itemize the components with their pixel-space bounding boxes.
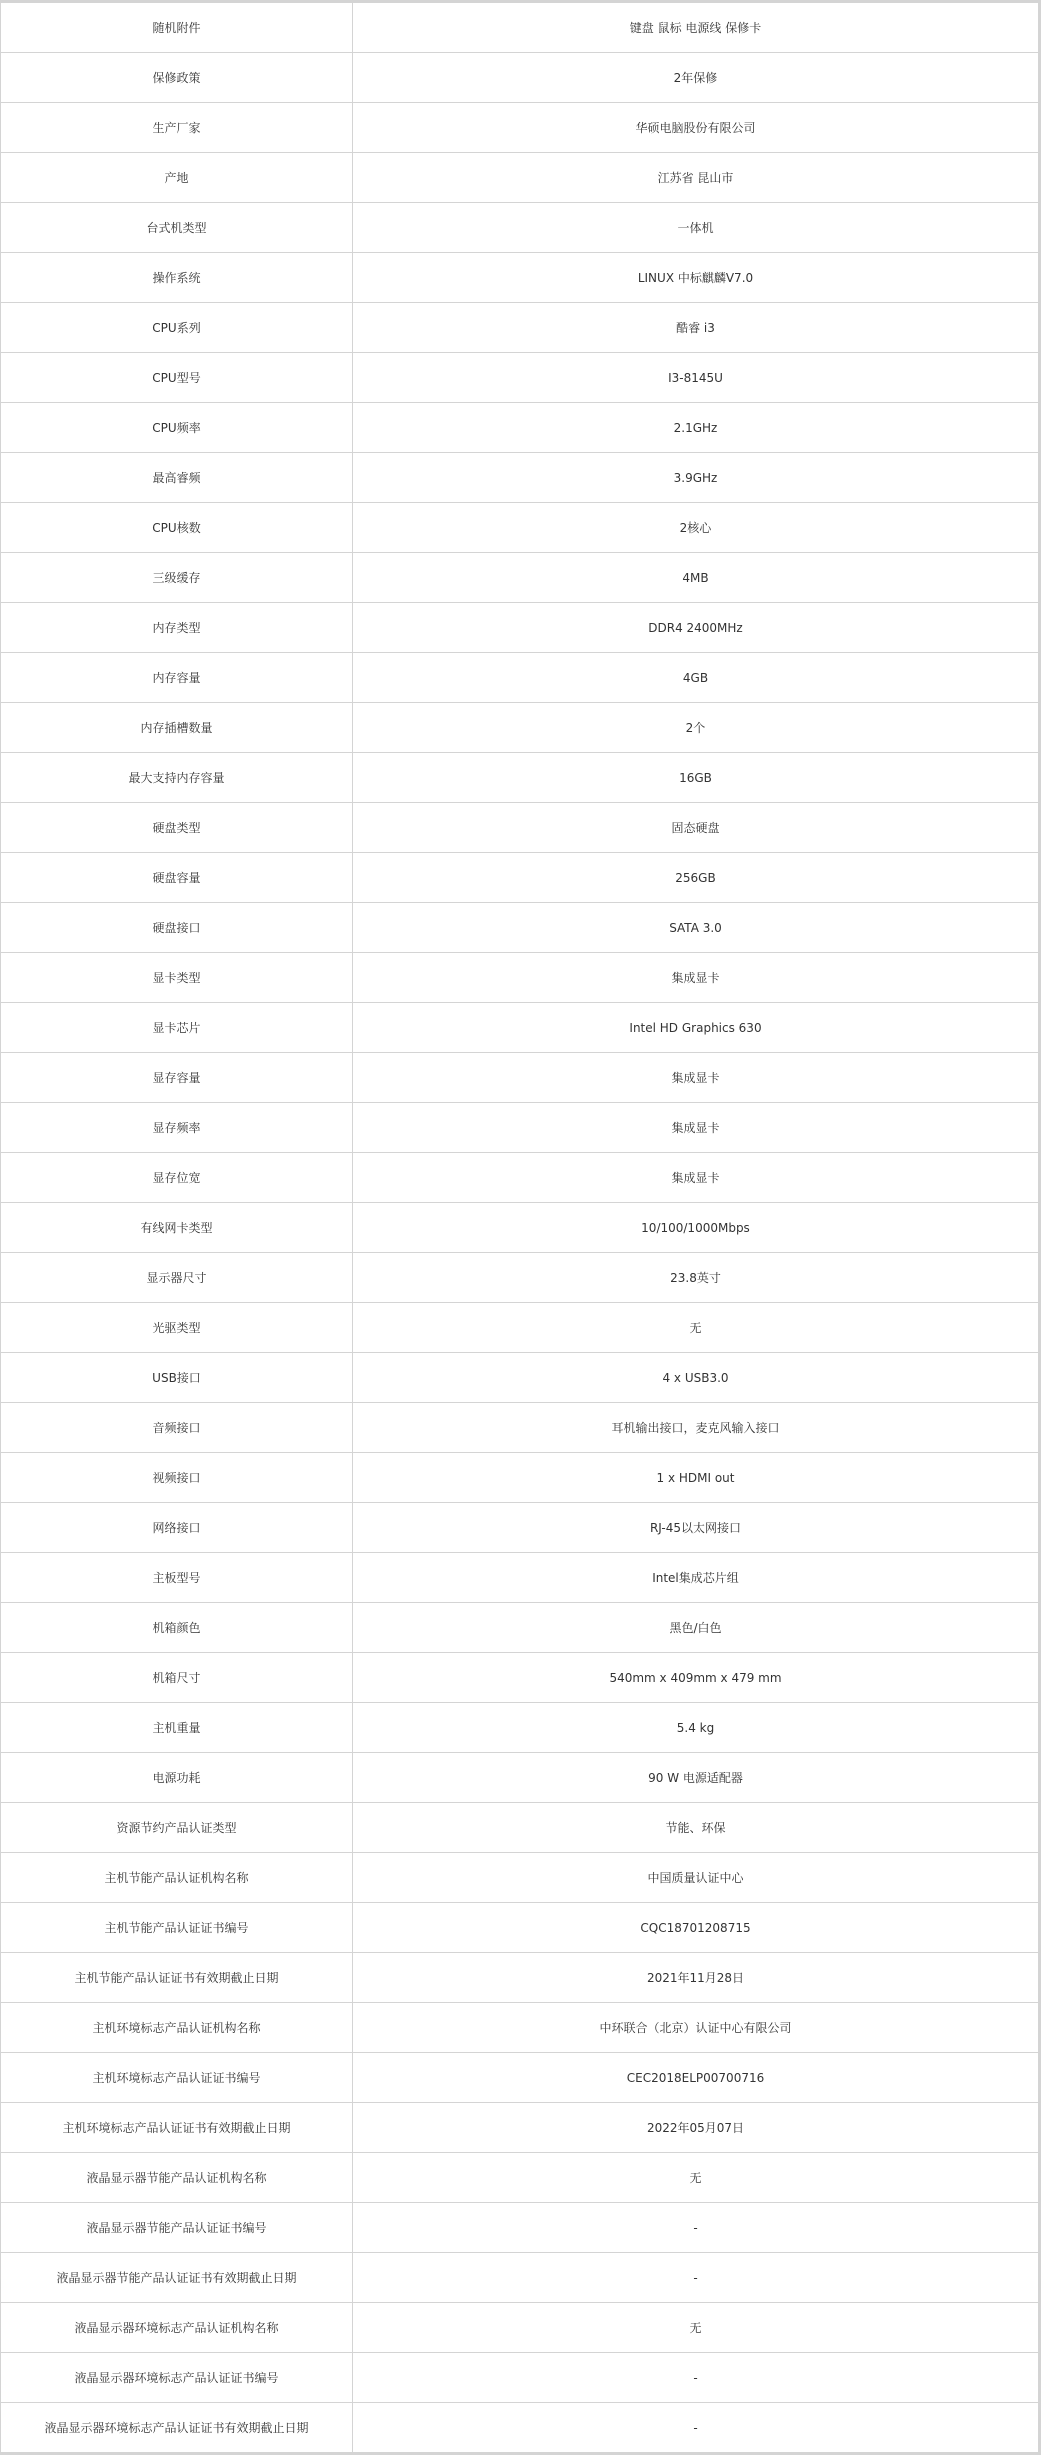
table-row xyxy=(1,853,1040,903)
spec-label: 显存位宽 xyxy=(1,1153,353,1203)
spec-value: 540mm x 409mm x 479 mm xyxy=(353,1653,1040,1703)
spec-value: Intel HD Graphics 630 xyxy=(353,1003,1040,1053)
spec-value: 中环联合（北京）认证中心有限公司 xyxy=(353,2003,1040,2053)
spec-value: 固态硬盘 xyxy=(353,803,1040,853)
spec-value: Intel集成芯片组 xyxy=(353,1553,1040,1603)
spec-value: 无 xyxy=(353,1303,1040,1353)
spec-table-body xyxy=(1,2,1040,2454)
spec-value: 4 x USB3.0 xyxy=(353,1353,1040,1403)
spec-value: CQC18701208715 xyxy=(353,1903,1040,1953)
table-row xyxy=(1,253,1040,303)
spec-value: 中国质量认证中心 xyxy=(353,1853,1040,1903)
table-row xyxy=(1,1553,1040,1603)
spec-label: 主机环境标志产品认证证书编号 xyxy=(1,2053,353,2103)
table-row xyxy=(1,2103,1040,2153)
spec-label: 液晶显示器节能产品认证证书有效期截止日期 xyxy=(1,2253,353,2303)
table-row xyxy=(1,1253,1040,1303)
table-row xyxy=(1,353,1040,403)
table-row xyxy=(1,1303,1040,1353)
spec-value: LINUX 中标麒麟V7.0 xyxy=(353,253,1040,303)
spec-label: 主机节能产品认证机构名称 xyxy=(1,1853,353,1903)
spec-value: 256GB xyxy=(353,853,1040,903)
table-row xyxy=(1,1403,1040,1453)
spec-value: 2.1GHz xyxy=(353,403,1040,453)
spec-label: CPU型号 xyxy=(1,353,353,403)
spec-label: 内存容量 xyxy=(1,653,353,703)
table-row xyxy=(1,2353,1040,2403)
spec-value: 江苏省 昆山市 xyxy=(353,153,1040,203)
spec-value: 16GB xyxy=(353,753,1040,803)
spec-value: - xyxy=(353,2403,1040,2454)
table-row xyxy=(1,1203,1040,1253)
spec-label: 保修政策 xyxy=(1,53,353,103)
spec-value: - xyxy=(353,2353,1040,2403)
spec-value: 键盘 鼠标 电源线 保修卡 xyxy=(353,2,1040,53)
table-row xyxy=(1,553,1040,603)
table-row xyxy=(1,1903,1040,1953)
spec-label: 音频接口 xyxy=(1,1403,353,1453)
spec-label: 液晶显示器环境标志产品认证证书有效期截止日期 xyxy=(1,2403,353,2454)
table-row xyxy=(1,1753,1040,1803)
table-row xyxy=(1,803,1040,853)
table-row xyxy=(1,1803,1040,1853)
table-row xyxy=(1,1503,1040,1553)
spec-value: 酷睿 i3 xyxy=(353,303,1040,353)
table-row xyxy=(1,953,1040,1003)
spec-label: 网络接口 xyxy=(1,1503,353,1553)
spec-value: 华硕电脑股份有限公司 xyxy=(353,103,1040,153)
spec-label: 资源节约产品认证类型 xyxy=(1,1803,353,1853)
spec-value: 集成显卡 xyxy=(353,1153,1040,1203)
spec-label: CPU系列 xyxy=(1,303,353,353)
spec-value: 10/100/1000Mbps xyxy=(353,1203,1040,1253)
spec-value: 耳机输出接口，麦克风输入接口 xyxy=(353,1403,1040,1453)
table-row xyxy=(1,1703,1040,1753)
spec-value: SATA 3.0 xyxy=(353,903,1040,953)
spec-value: 黑色/白色 xyxy=(353,1603,1040,1653)
spec-value: 5.4 kg xyxy=(353,1703,1040,1753)
spec-value: 3.9GHz xyxy=(353,453,1040,503)
spec-label: 三级缓存 xyxy=(1,553,353,603)
spec-label: 光驱类型 xyxy=(1,1303,353,1353)
spec-label: CPU核数 xyxy=(1,503,353,553)
spec-label: 主机节能产品认证证书编号 xyxy=(1,1903,353,1953)
spec-label: 机箱颜色 xyxy=(1,1603,353,1653)
spec-label: 硬盘接口 xyxy=(1,903,353,953)
spec-label: 硬盘容量 xyxy=(1,853,353,903)
spec-label: 主机环境标志产品认证证书有效期截止日期 xyxy=(1,2103,353,2153)
spec-label: 显卡芯片 xyxy=(1,1003,353,1053)
spec-value: 一体机 xyxy=(353,203,1040,253)
spec-value: 4GB xyxy=(353,653,1040,703)
table-row xyxy=(1,2253,1040,2303)
spec-label: 液晶显示器环境标志产品认证证书编号 xyxy=(1,2353,353,2403)
table-row xyxy=(1,1353,1040,1403)
table-row xyxy=(1,603,1040,653)
spec-label: 主机环境标志产品认证机构名称 xyxy=(1,2003,353,2053)
spec-label: 硬盘类型 xyxy=(1,803,353,853)
table-row xyxy=(1,53,1040,103)
spec-label: 主机节能产品认证证书有效期截止日期 xyxy=(1,1953,353,2003)
table-row xyxy=(1,703,1040,753)
spec-value: 集成显卡 xyxy=(353,953,1040,1003)
spec-value: 23.8英寸 xyxy=(353,1253,1040,1303)
table-row xyxy=(1,1453,1040,1503)
spec-value: 2核心 xyxy=(353,503,1040,553)
table-row xyxy=(1,2303,1040,2353)
table-row xyxy=(1,753,1040,803)
spec-label: 随机附件 xyxy=(1,2,353,53)
spec-value: 节能、环保 xyxy=(353,1803,1040,1853)
table-row xyxy=(1,203,1040,253)
spec-label: 主机重量 xyxy=(1,1703,353,1753)
spec-label: 机箱尺寸 xyxy=(1,1653,353,1703)
spec-label: 内存类型 xyxy=(1,603,353,653)
spec-label: USB接口 xyxy=(1,1353,353,1403)
spec-label: 生产厂家 xyxy=(1,103,353,153)
table-row xyxy=(1,103,1040,153)
spec-label: 显存容量 xyxy=(1,1053,353,1103)
table-row xyxy=(1,303,1040,353)
spec-value: 集成显卡 xyxy=(353,1103,1040,1153)
spec-value: - xyxy=(353,2253,1040,2303)
spec-label: 有线网卡类型 xyxy=(1,1203,353,1253)
spec-value: 无 xyxy=(353,2153,1040,2203)
table-row xyxy=(1,2153,1040,2203)
spec-value: CEC2018ELP00700716 xyxy=(353,2053,1040,2103)
spec-value: DDR4 2400MHz xyxy=(353,603,1040,653)
table-row xyxy=(1,1853,1040,1903)
spec-label: 主板型号 xyxy=(1,1553,353,1603)
spec-label: 电源功耗 xyxy=(1,1753,353,1803)
spec-label: 产地 xyxy=(1,153,353,203)
spec-value: 2年保修 xyxy=(353,53,1040,103)
table-row xyxy=(1,503,1040,553)
spec-label: 显示器尺寸 xyxy=(1,1253,353,1303)
spec-value: 2022年05月07日 xyxy=(353,2103,1040,2153)
table-row xyxy=(1,1153,1040,1203)
spec-label: 液晶显示器节能产品认证机构名称 xyxy=(1,2153,353,2203)
spec-label: CPU频率 xyxy=(1,403,353,453)
spec-value: 4MB xyxy=(353,553,1040,603)
table-row xyxy=(1,1103,1040,1153)
table-row xyxy=(1,453,1040,503)
spec-label: 操作系统 xyxy=(1,253,353,303)
spec-value: 集成显卡 xyxy=(353,1053,1040,1103)
table-row xyxy=(1,403,1040,453)
table-row xyxy=(1,1603,1040,1653)
spec-label: 内存插槽数量 xyxy=(1,703,353,753)
spec-value: 2021年11月28日 xyxy=(353,1953,1040,2003)
spec-value: RJ-45以太网接口 xyxy=(353,1503,1040,1553)
spec-value: - xyxy=(353,2203,1040,2253)
spec-label: 液晶显示器节能产品认证证书编号 xyxy=(1,2203,353,2253)
spec-label: 显存频率 xyxy=(1,1103,353,1153)
table-row xyxy=(1,1653,1040,1703)
spec-value: 90 W 电源适配器 xyxy=(353,1753,1040,1803)
spec-label: 显卡类型 xyxy=(1,953,353,1003)
table-row xyxy=(1,1003,1040,1053)
table-row xyxy=(1,1053,1040,1103)
table-row xyxy=(1,2003,1040,2053)
spec-label: 最大支持内存容量 xyxy=(1,753,353,803)
table-row xyxy=(1,2053,1040,2103)
table-row xyxy=(1,903,1040,953)
spec-label: 台式机类型 xyxy=(1,203,353,253)
table-row xyxy=(1,653,1040,703)
spec-value: I3-8145U xyxy=(353,353,1040,403)
table-row xyxy=(1,153,1040,203)
table-row xyxy=(1,1953,1040,2003)
spec-value: 2个 xyxy=(353,703,1040,753)
spec-label: 液晶显示器环境标志产品认证机构名称 xyxy=(1,2303,353,2353)
spec-label: 视频接口 xyxy=(1,1453,353,1503)
table-row xyxy=(1,2403,1040,2454)
table-row xyxy=(1,2,1040,53)
spec-value: 无 xyxy=(353,2303,1040,2353)
table-row xyxy=(1,2203,1040,2253)
spec-value: 1 x HDMI out xyxy=(353,1453,1040,1503)
spec-label: 最高睿频 xyxy=(1,453,353,503)
